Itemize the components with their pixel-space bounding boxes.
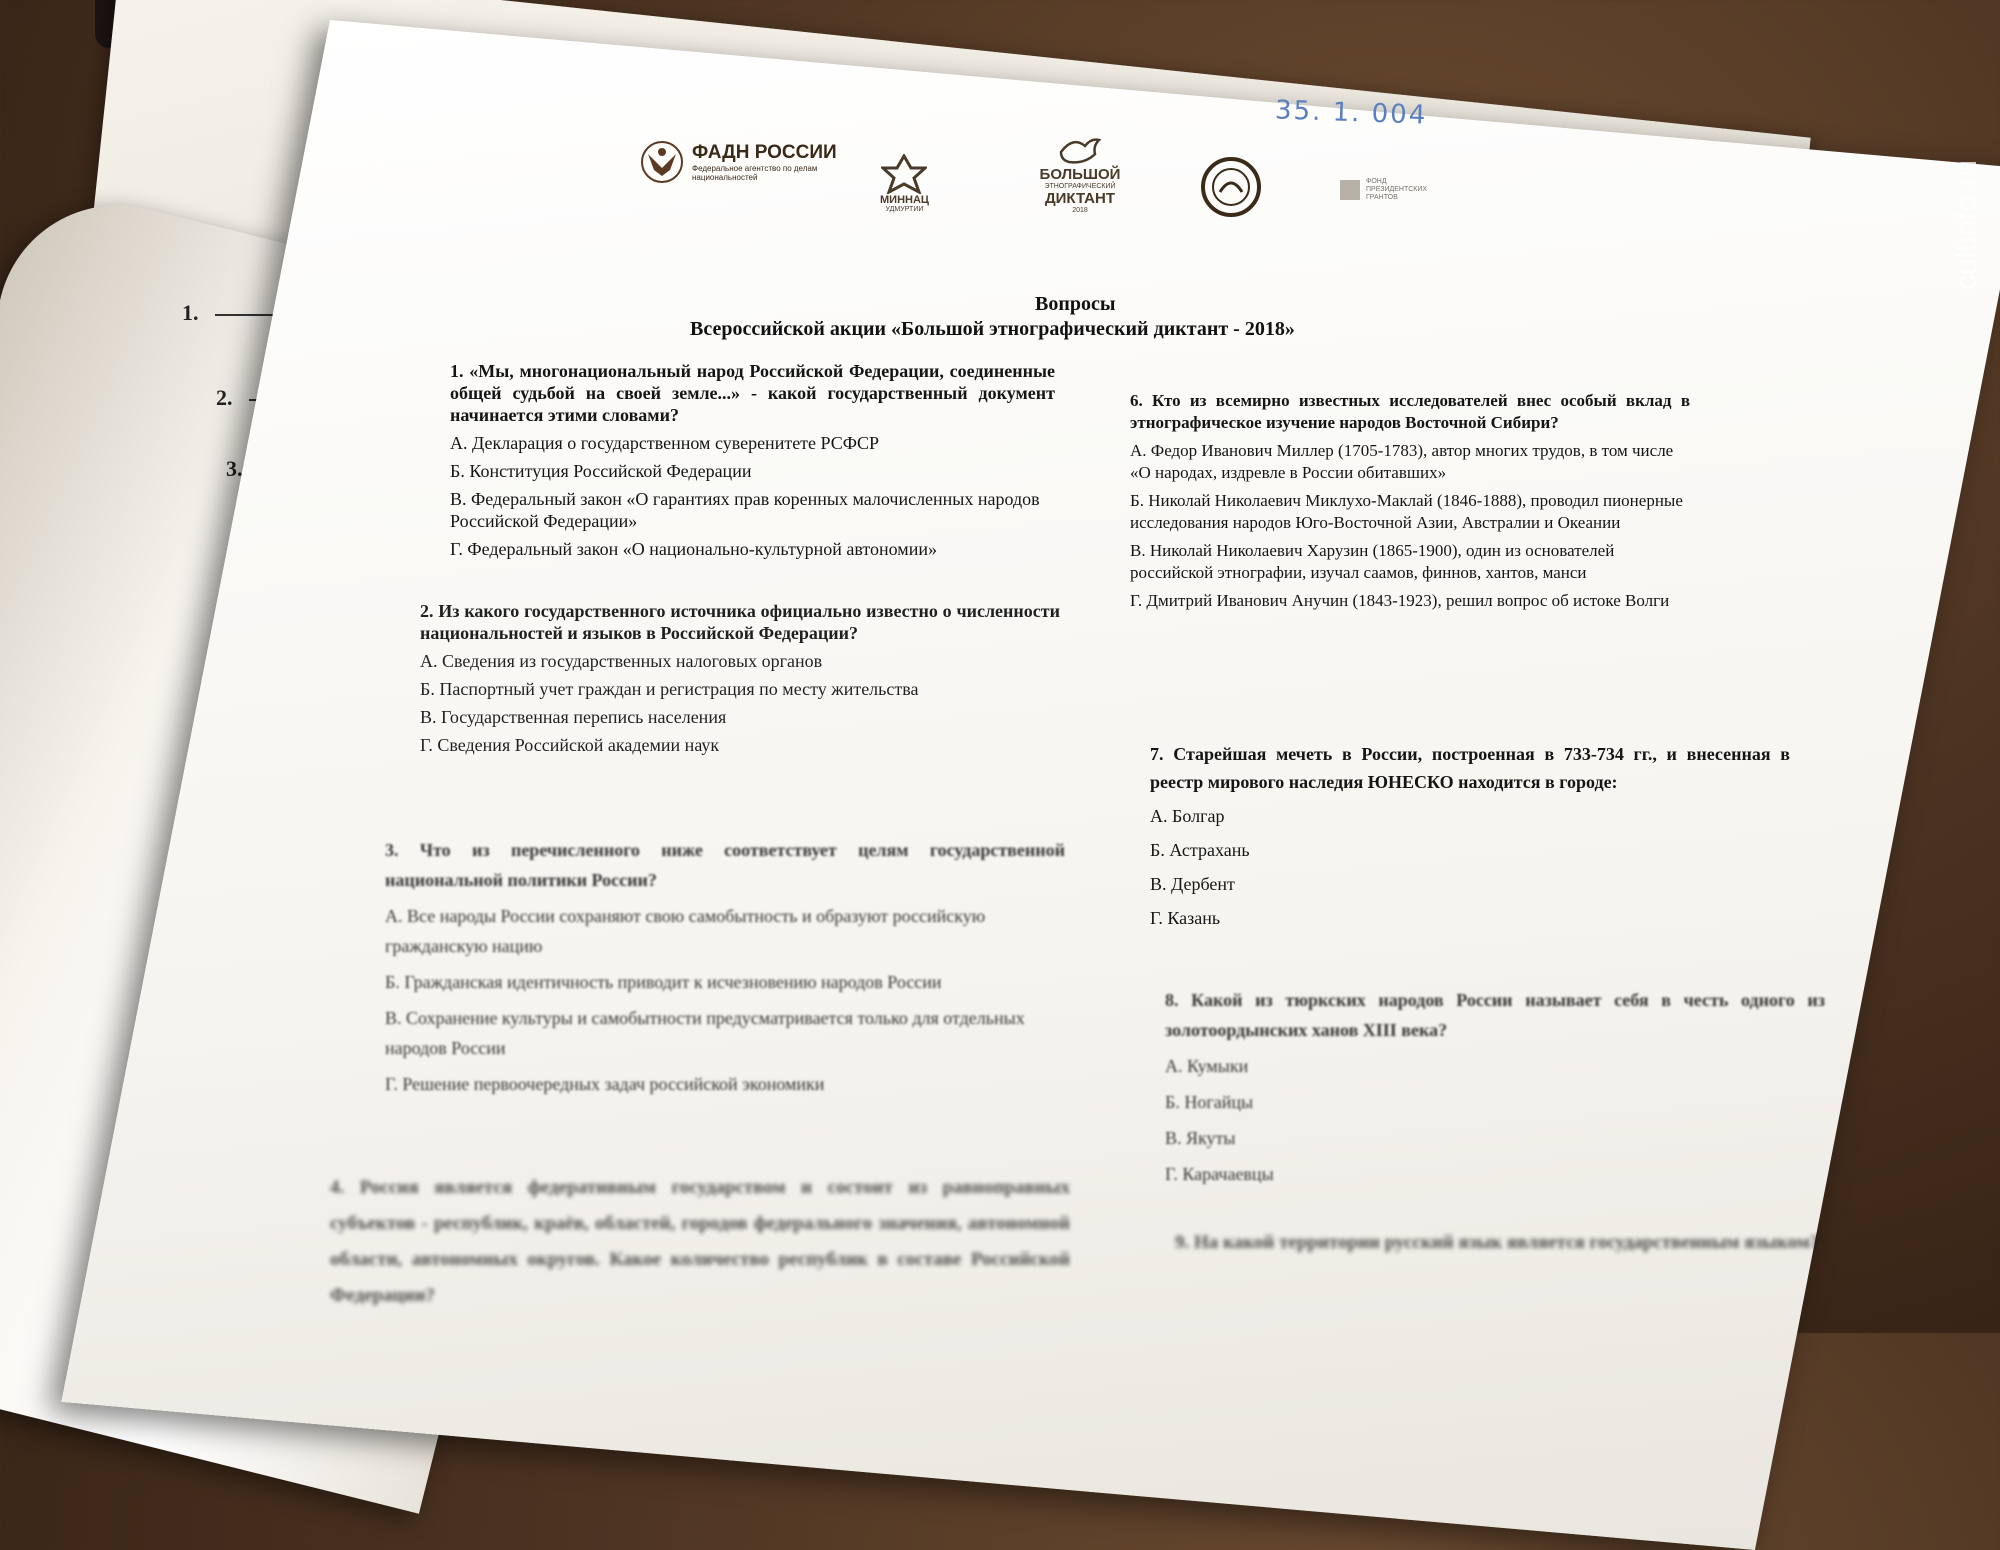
diktant-logo: БОЛЬШОЙ ЭТНОГРАФИЧЕСКИЙ ДИКТАНТ 2018 <box>1020 132 1140 214</box>
double-eagle-emblem-icon <box>640 140 684 184</box>
bird-icon <box>1055 132 1105 166</box>
page-title: Вопросы <box>1035 293 1116 315</box>
round-seal-icon <box>1200 156 1262 218</box>
answer-line-2: 2. <box>216 385 329 411</box>
question-7: 7. Старейшая мечеть в России, построенная в 733-734 гг., и внесенная в реестр мирового наследия ЮНЕСКО находится в городе: А. Болгар Б. Астрахань В. Дербент Г. Казань <box>1150 744 1790 928</box>
question-2: 2. Из какого государственного источника официально известно о численности национальностей и языков в Российской Федерации? А. Сведения из государственных налоговых органов Б. Паспортный учет граждан и регистрация по месту жительства В. Государственная перепись населения Г. Сведения Российской академии наук <box>420 601 1060 755</box>
logo-strip <box>640 140 1520 250</box>
question-1: 1. «Мы, многонациональный народ Российской Федерации, соединенные общей судьбой на своей земле...» - какой государственный документ начинается этими словами? А. Декларация о государственном суверенитете РСФСР Б. Конституция Российской Федерации В. Федеральный закон «О гарантиях прав коренных малочисленных народов Российской Федерации» Г. Федеральный закон «О национально-культурной автономии» <box>450 361 1055 559</box>
question-3: 3. Что из перечисленного ниже соответствует целям государственной национальной политики России? А. Все народы России сохраняют свою самобытность и образуют российскую гражданскую нацию Б. Гражданская идентичность приводит к исчезновению народов России В. Сохранение культуры и самобытности предусматривается только для отдельных народов России Г. Решение первоочередных задач российской экономики <box>385 840 1065 1094</box>
question-4: 4. Россия является федеративным государством и состоит из равноправных субъектов - республик, краёв, областей, городов федерального значения, автономной области, автономных округов. Какое количество республик в составе Российской Федерации? <box>330 1177 1070 1306</box>
page-subtitle: Всероссийской акции «Большой этнографический диктант - 2018» <box>690 318 1295 340</box>
handwritten-code: 35. 1. 004 <box>1274 95 1428 131</box>
question-8: 8. Какой из тюркских народов России называет себя в честь одного из золотоордынских ханов XIII века? А. Кумыки Б. Ногайцы В. Якуты Г. Карачаевцы <box>1165 990 1825 1184</box>
question-9: 9. На какой территории русский язык является государственным языком? <box>1175 1232 1820 1253</box>
star-ornament-icon <box>881 154 927 194</box>
round-seal-logo <box>1200 156 1262 218</box>
question-6: 6. Кто из всемирно известных исследователей внес особый вклад в этнографическое изучение народов Восточной Сибири? А. Федор Иванович Миллер (1705-1783), автор многих трудов, в том числе «О народах, издревле в России обитавших» Б. Николай Николаевич Миклухо-Маклай (1846-1888), проводил пионерные исследования народов Юго-Восточной Азии, Австралии и Океании В. Николай Николаевич Харузин (1865-1900), один из основателей российской этнографии, изучал саамов, финнов, хантов, манси Г. Дмитрий Иванович Анучин (1843-1923), решил вопрос об истоке Волги <box>1130 391 1690 610</box>
answer-line-3: 3. <box>226 456 339 482</box>
presidential-grants-logo: ФОНД ПРЕЗИДЕНТСКИХ ГРАНТОВ <box>1340 178 1427 202</box>
answer-line-1: 1. <box>182 300 295 326</box>
site-watermark: cultinfo.ru <box>1950 159 1983 290</box>
fadn-logo: ФАДН РОССИИ Федеральное агентство по делам национальностей <box>640 140 837 184</box>
grant-square-icon <box>1340 180 1360 200</box>
minnats-logo: МИННАЦ УДМУРТИИ <box>880 154 929 213</box>
